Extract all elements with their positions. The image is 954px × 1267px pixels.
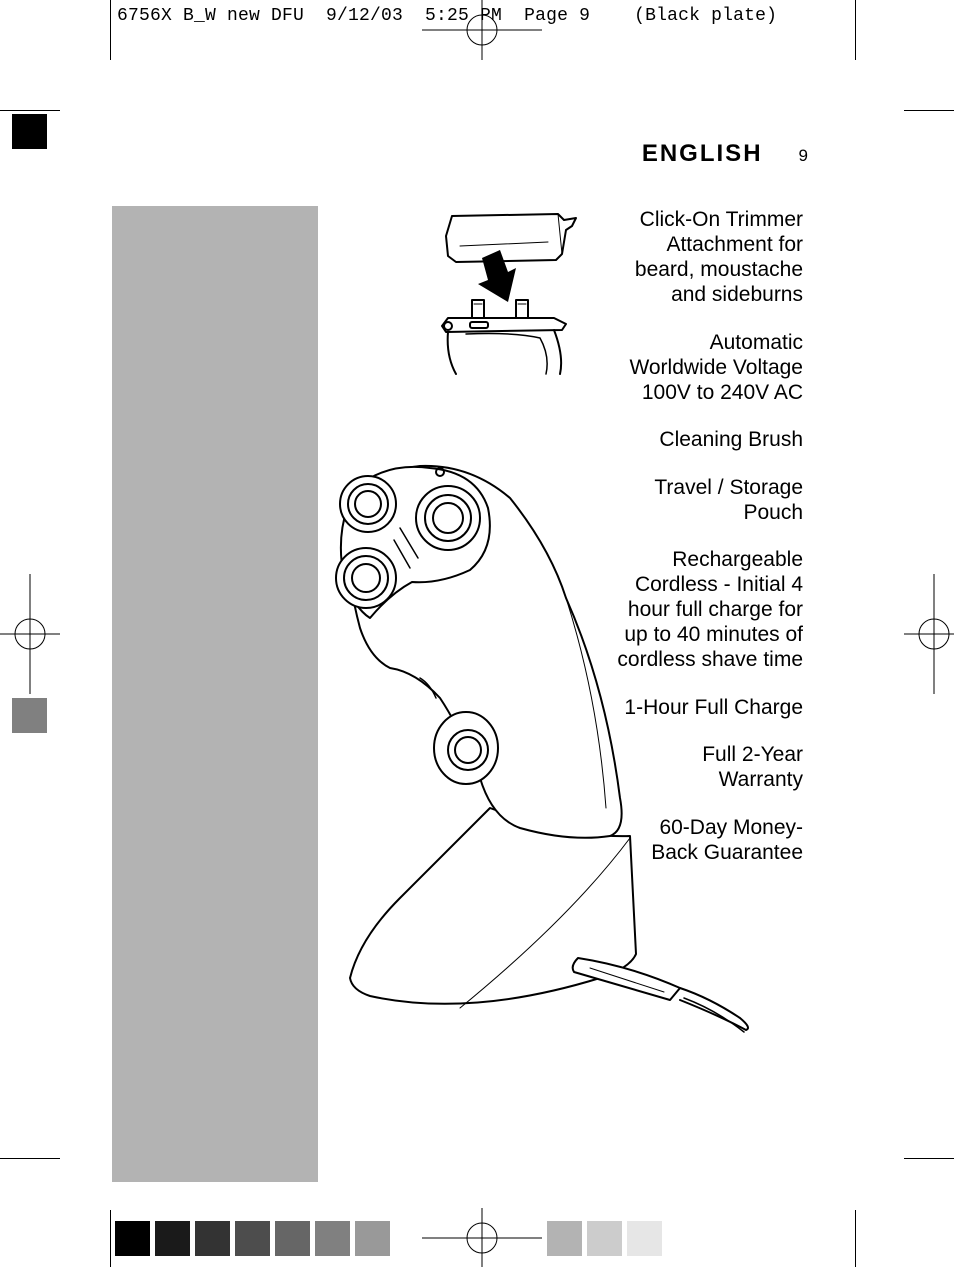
printer-slug: 6756X B_W new DFU 9/12/03 5:25 PM Page 9 (Black plate) [117, 6, 778, 26]
feature-line: 100V to 240V AC [641, 380, 803, 404]
gray-scale-swatch [235, 1221, 270, 1256]
feature-line: up to 40 minutes of [624, 623, 803, 646]
gray-scale-swatch [315, 1221, 350, 1256]
crop-mark [0, 1158, 60, 1159]
feature-line: cordless shave time [617, 648, 803, 671]
gray-scale-swatch [195, 1221, 230, 1256]
feature-item [543, 475, 803, 525]
page-header [642, 140, 808, 168]
feature-line: 1-Hour Full Charge [624, 695, 803, 719]
gray-scale-bar-left [115, 1221, 390, 1256]
feature-item [543, 547, 803, 672]
registration-mark-right [904, 574, 954, 694]
feature-line: and sideburns [671, 283, 803, 306]
feature-line: Automatic [709, 330, 803, 354]
feature-line: hour full charge for [627, 598, 803, 621]
feature-line: Full 2-Year [702, 743, 803, 766]
registration-mark-top [422, 0, 542, 60]
language-heading: ENGLISH [641, 140, 763, 167]
gray-scale-swatch [155, 1221, 190, 1256]
crop-mark [110, 0, 111, 60]
gray-scale-swatch [275, 1221, 310, 1256]
feature-line: Back Guarantee [651, 840, 803, 864]
feature-item [543, 207, 803, 307]
crop-mark [0, 110, 60, 111]
crop-mark [855, 1210, 856, 1267]
feature-item [543, 742, 803, 792]
feature-line: Click-On Trimmer [639, 208, 803, 231]
gray-side-panel [112, 206, 318, 1182]
feature-line: beard, moustache [634, 258, 803, 281]
page-number: 9 [798, 146, 808, 165]
feature-item [543, 815, 803, 865]
black-swatch [12, 114, 47, 149]
feature-item [543, 427, 803, 452]
feature-line: 60-Day Money- [659, 815, 803, 839]
feature-line: Pouch [743, 500, 803, 524]
feature-line: Travel / Storage [654, 475, 803, 499]
crop-mark [904, 1158, 954, 1159]
feature-line: Cordless - Initial 4 [634, 573, 803, 596]
feature-line: Attachment for [666, 233, 803, 256]
feature-line: Worldwide Voltage [629, 355, 803, 379]
gray-scale-swatch [587, 1221, 622, 1256]
registration-mark-bottom [422, 1208, 542, 1267]
gray-scale-bar-right [547, 1221, 662, 1256]
gray-scale-swatch [627, 1221, 662, 1256]
feature-line: Warranty [718, 768, 803, 791]
feature-item [543, 330, 803, 405]
crop-mark [855, 0, 856, 60]
feature-list [543, 207, 803, 887]
registration-mark-left [0, 574, 60, 694]
crop-mark [904, 110, 954, 111]
gray-swatch [12, 698, 47, 733]
crop-mark [110, 1210, 111, 1267]
feature-line: Cleaning Brush [659, 428, 803, 451]
feature-line: Rechargeable [672, 548, 803, 571]
feature-item [543, 695, 803, 720]
gray-scale-swatch [355, 1221, 390, 1256]
gray-scale-swatch [547, 1221, 582, 1256]
gray-scale-swatch [115, 1221, 150, 1256]
